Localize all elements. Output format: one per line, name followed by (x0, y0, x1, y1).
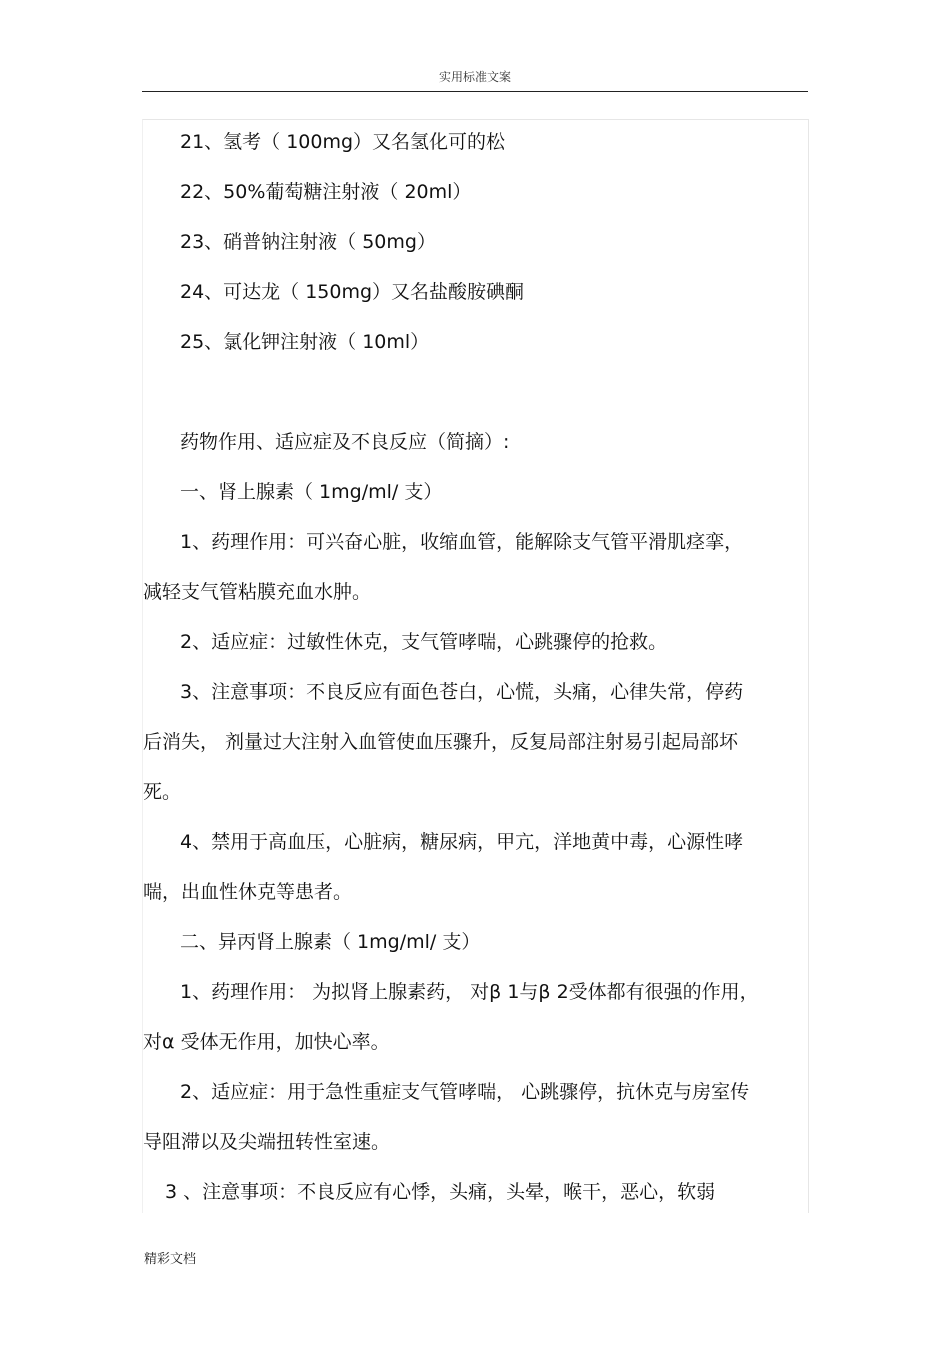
text-line: 死。 (143, 781, 182, 803)
text-line: 2、适应症：用于急性重症支气管哮喘， 心跳骤停，抗休克与房室传 (180, 1081, 750, 1103)
text-line: 21、氢考（ 100mg）又名氢化可的松 (180, 131, 506, 153)
page-header: 实用标准文案 (438, 70, 511, 84)
text-line: 24、可达龙（ 150mg）又名盐酸胺碘酮 (180, 281, 525, 303)
text-line: 1、药理作用： 为拟肾上腺素药， 对β 1与β 2受体都有很强的作用， (180, 981, 759, 1003)
text-line: 4、禁用于高血压，心脏病，糖尿病，甲亢，洋地黄中毒，心源性哮 (180, 831, 744, 853)
header-divider (142, 91, 808, 92)
text-line: 3 、注意事项：不良反应有心悸，头痛，头晕，喉干，恶心，软弱 (165, 1181, 716, 1203)
text-line: 23、硝普钠注射液（ 50mg） (180, 231, 436, 253)
page-footer: 精彩文档 (144, 1252, 197, 1267)
text-line: 3、注意事项：不良反应有面色苍白，心慌，头痛，心律失常，停药 (180, 681, 744, 703)
section-heading: 药物作用、适应症及不良反应（简摘）: (180, 431, 510, 453)
text-line: 对α 受体无作用，加快心率。 (143, 1031, 390, 1053)
text-line: 25、氯化钾注射液（ 10ml） (180, 331, 430, 353)
text-line: 喘，出血性休克等患者。 (143, 881, 353, 903)
drug-heading: 一、肾上腺素（ 1mg/ml/ 支） (180, 481, 443, 503)
text-line: 2、适应症：过敏性休克，支气管哮喘，心跳骤停的抢救。 (180, 631, 668, 653)
drug-heading: 二、异丙肾上腺素（ 1mg/ml/ 支） (180, 931, 481, 953)
text-line: 1、药理作用：可兴奋心脏，收缩血管，能解除支气管平滑肌痉挛， (180, 531, 744, 553)
text-line: 导阻滞以及尖端扭转性室速。 (143, 1131, 391, 1153)
text-line: 后消失， 剂量过大注射入血管使血压骤升，反复局部注射易引起局部坏 (143, 731, 739, 753)
text-line: 减轻支气管粘膜充血水肿。 (143, 581, 372, 603)
text-line: 22、50%葡萄糖注射液（ 20ml） (180, 181, 472, 203)
